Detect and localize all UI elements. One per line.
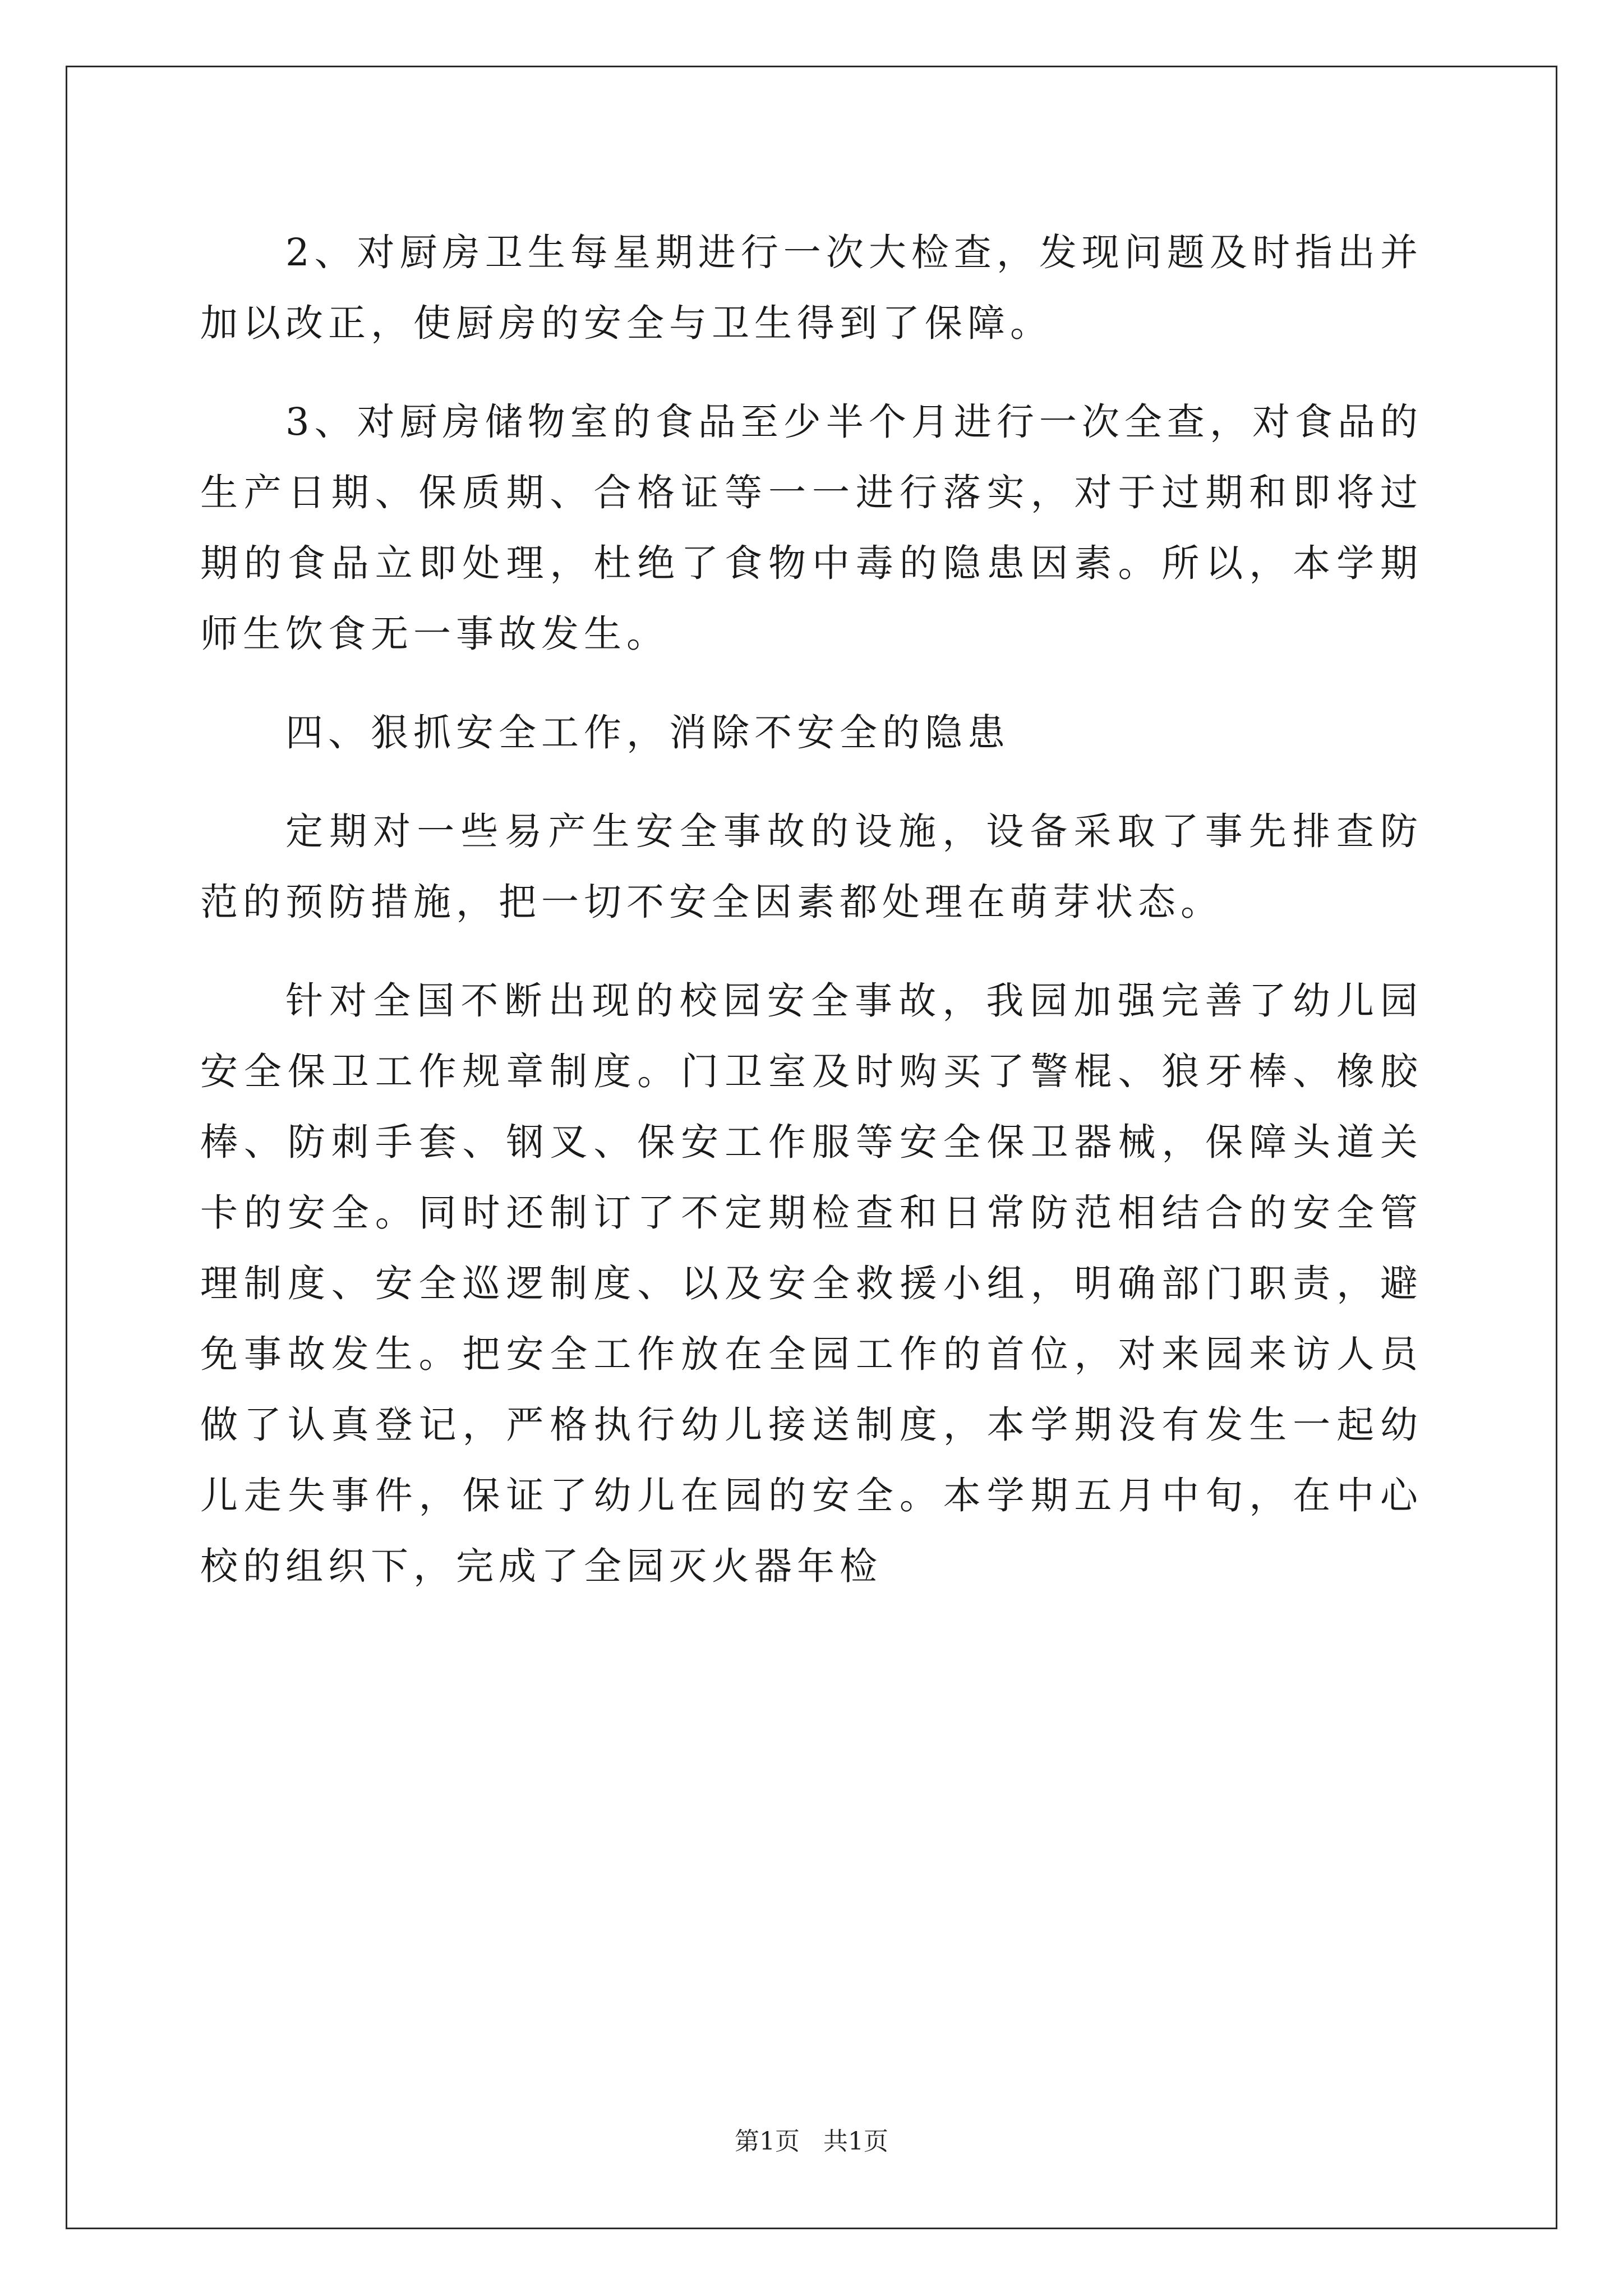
page-number: 第1页: [735, 2127, 800, 2156]
paragraph-kitchen-inspection: 2、对厨房卫生每星期进行一次大检查，发现问题及时指出并加以改正，使厨房的安全与卫生得到了保障。: [200, 231, 1423, 345]
section-heading-safety: 四、狠抓安全工作，消除不安全的隐患: [285, 711, 1010, 754]
page-footer: [0, 2125, 1623, 2159]
page-total: 共1页: [823, 2127, 888, 2156]
document-body: [200, 217, 1423, 1630]
paragraph-preventive-measures: 定期对一些易产生安全事故的设施，设备采取了事先排查防范的预防措施，把一切不安全因素都处理在萌芽状态。: [200, 809, 1423, 924]
paragraph-food-storage-check: 3、对厨房储物室的食品至少半个月进行一次全查，对食品的生产日期、保质期、合格证等一一进行落实，对于过期和即将过期的食品立即处理，杜绝了食物中毒的隐患因素。所以，本学期师生饮食无一事故发生。: [200, 400, 1423, 656]
paragraph-security-rules: 针对全国不断出现的校园安全事故，我园加强完善了幼儿园安全保卫工作规章制度。门卫室及时购买了警棍、狼牙棒、橡胶棒、防刺手套、钢叉、保安工作服等安全保卫器械，保障头道关卡的安全。同时还制订了不定期检查和日常防范相结合的安全管理制度、安全巡逻制度、以及安全救援小组，明确部门职责，避免事故发生。把安全工作放在全园工作的首位，对来园来访人员做了认真登记，严格执行幼儿接送制度，本学期没有发生一起幼儿走失事件，保证了幼儿在园的安全。本学期五月中旬，在中心校的组织下，完成了全园灭火器年检: [200, 979, 1423, 1588]
